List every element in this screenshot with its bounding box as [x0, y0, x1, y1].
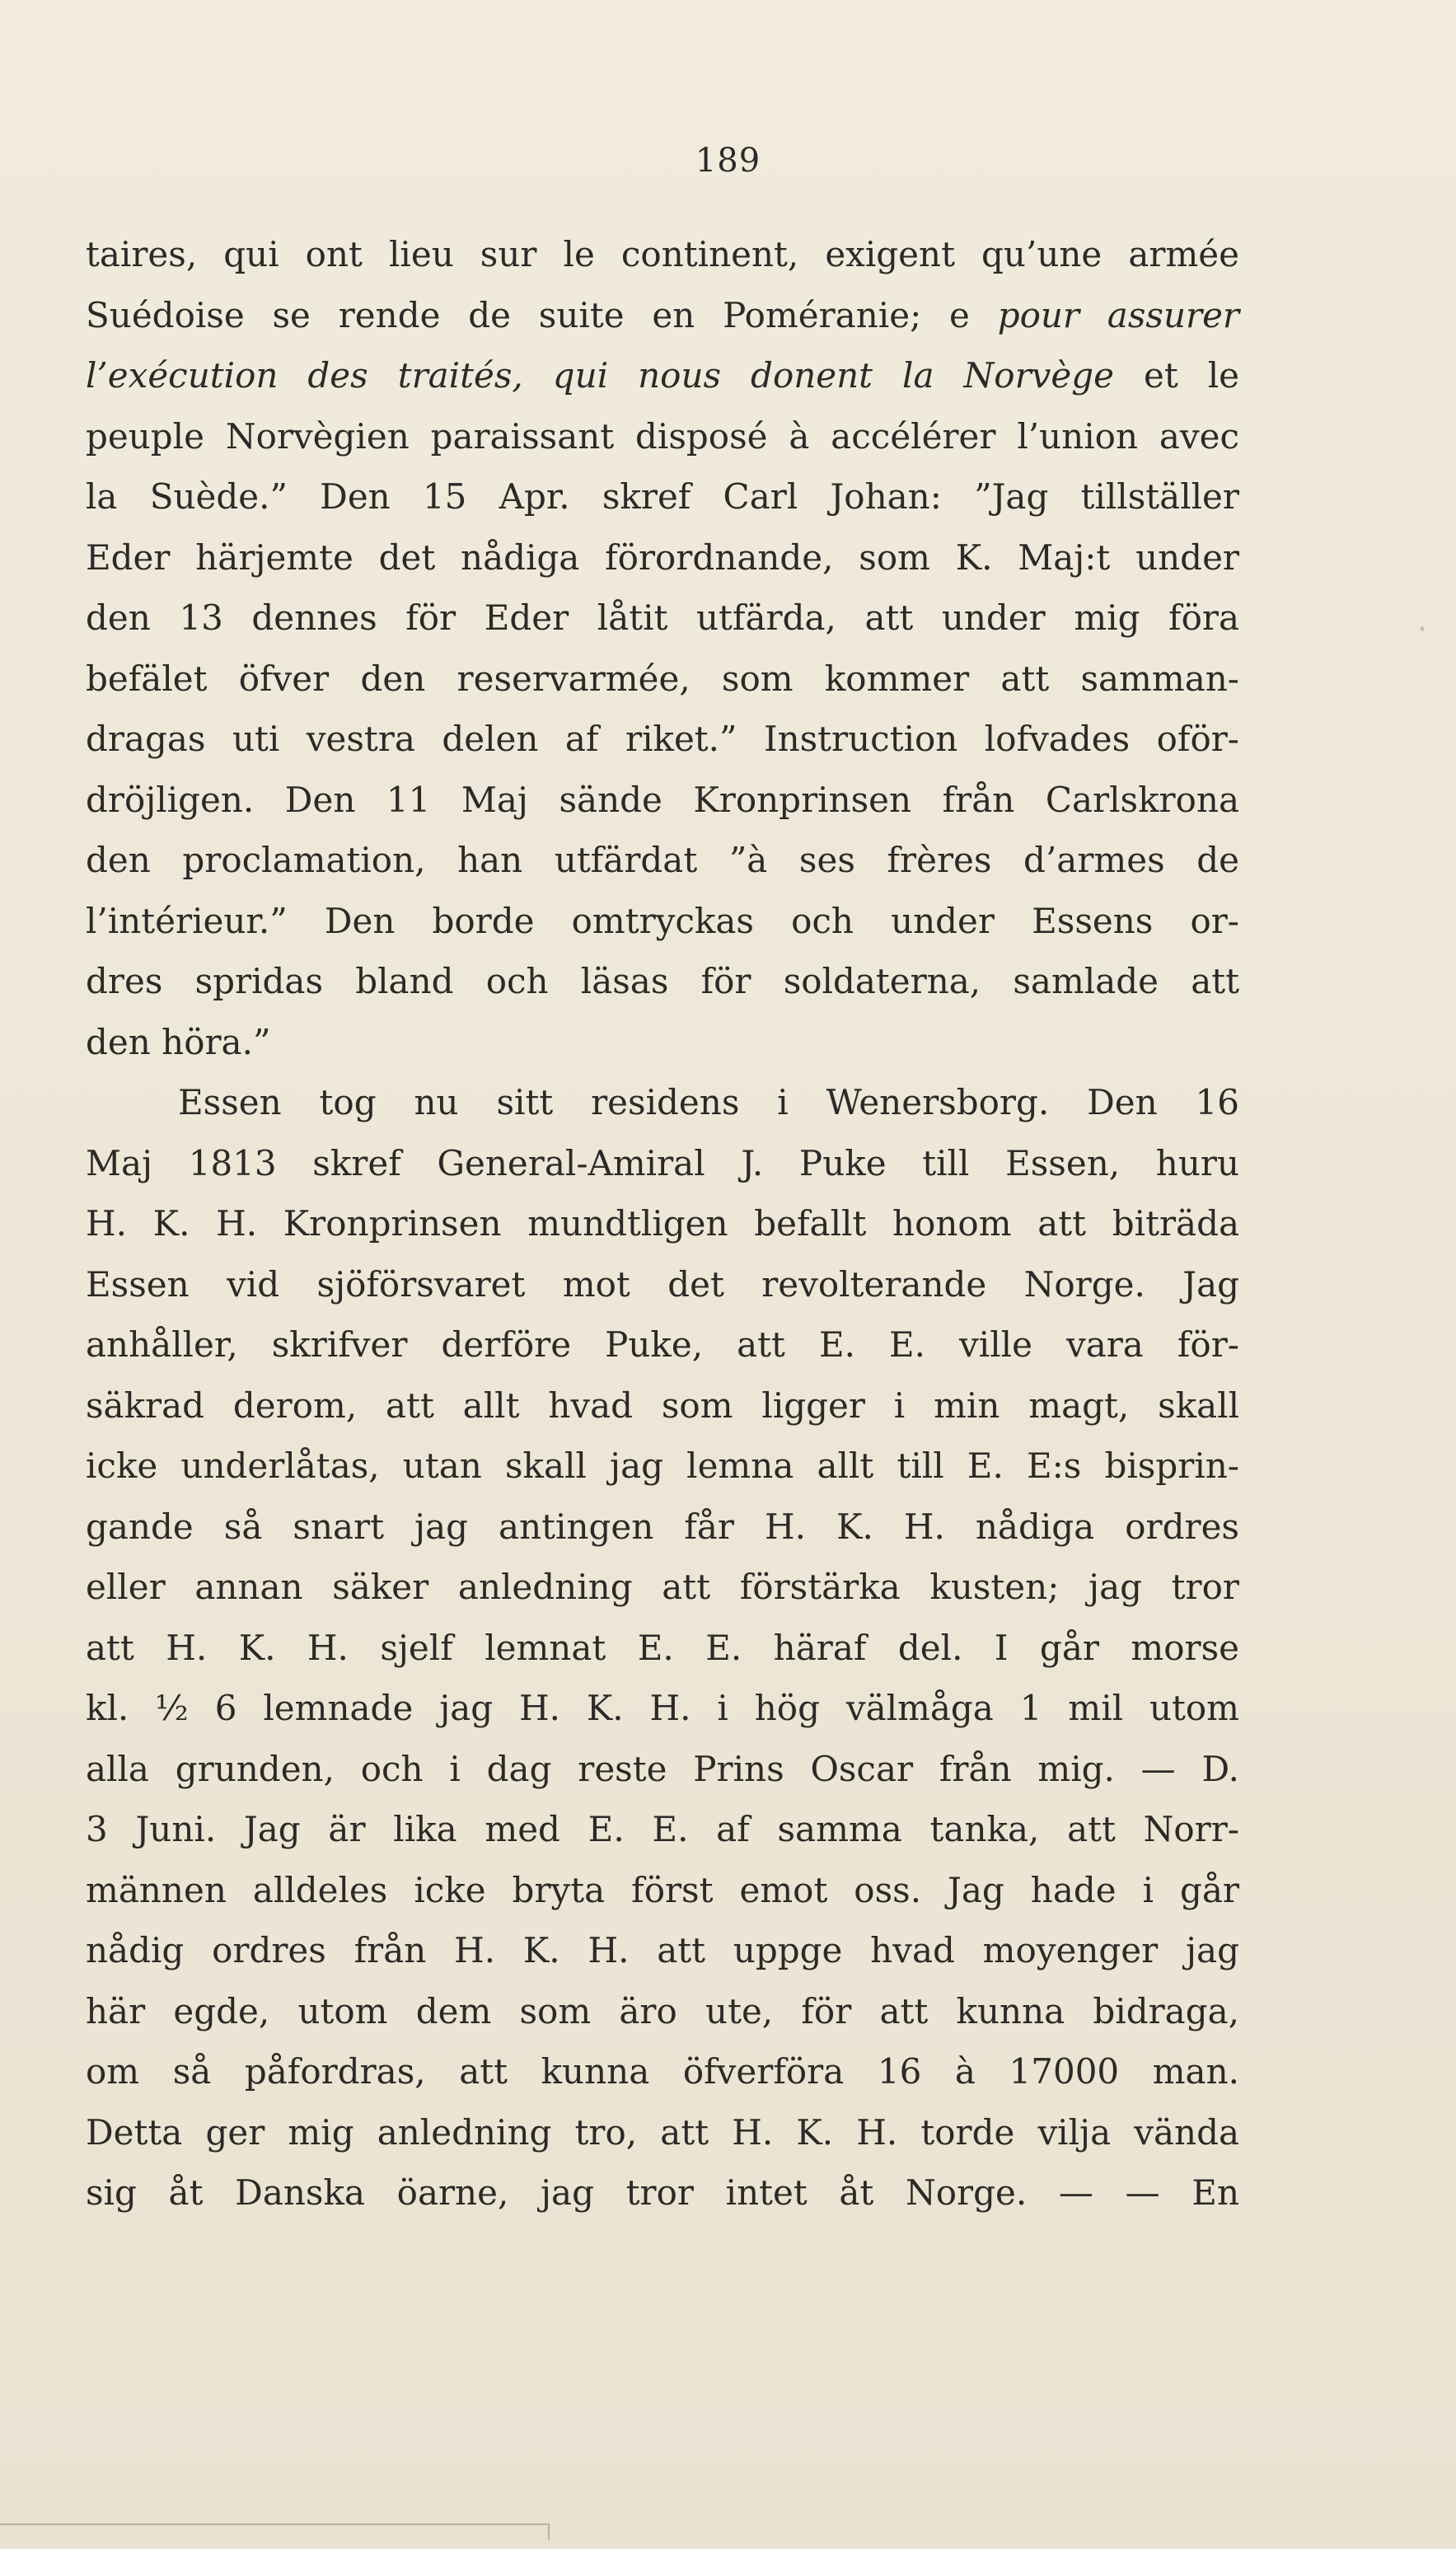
text-line: den höra.”	[86, 1021, 271, 1062]
text-line: Detta ger mig anledning tro, att H. K. H. torde vilja vända	[86, 2111, 1239, 2153]
text-line: om så påfordras, att kunna öfverföra 16 à 17000 man.	[86, 2051, 1239, 2092]
text-line: dragas uti vestra delen af riket.” Instruction lofvades oför-	[86, 719, 1239, 759]
text-line: 3 Juni. Jag är lika med E. E. af samma tanka, att Norr-	[86, 1809, 1239, 1849]
text-line: gande så snart jag antingen får H. K. H. nådiga ordres	[86, 1506, 1239, 1547]
text-line: säkrad derom, att allt hvad som ligger i min magt, skall	[86, 1385, 1239, 1426]
text-line: peuple Norvègien paraissant disposé à accélérer l’union avec	[86, 415, 1239, 457]
page-number: 189	[695, 142, 761, 180]
text-line: icke underlåtas, utan skall jag lemna allt till E. E:s bisprin-	[86, 1446, 1239, 1486]
text-line: dröjligen. Den 11 Maj sände Kronprinsen från Carlskrona	[86, 779, 1239, 820]
text-line: den 13 dennes för Eder låtit utfärda, att under mig föra	[86, 597, 1239, 638]
paper-speck	[1421, 626, 1424, 631]
text-line: anhåller, skrifver derföre Puke, att E. E. ville vara för-	[86, 1324, 1239, 1365]
text-line: männen alldeles icke bryta först emot oss. Jag hade i går	[86, 1869, 1239, 1910]
text-line: nådig ordres från H. K. H. att uppge hvad moyenger jag	[86, 1930, 1239, 1970]
bottom-edge-rule	[0, 2523, 548, 2525]
text-line: dres spridas bland och läsas för soldaterna, samlade att	[86, 961, 1239, 1001]
text-line: den proclamation, han utfärdat ”à ses frères d’armes de	[86, 840, 1239, 880]
body-text	[86, 224, 1239, 2223]
text-line: eller annan säker anledning att förstärka kusten; jag tror	[86, 1567, 1239, 1607]
text-line	[86, 345, 1239, 406]
text-line: alla grunden, och i dag reste Prins Oscar från mig. — D.	[86, 1748, 1239, 1789]
text-line: la Suède.” Den 15 Apr. skref Carl Johan: ”Jag tillställer	[86, 476, 1239, 517]
italic-text: l’exécution des traités, qui nous donent la Norvège	[86, 355, 1114, 396]
italic-text: pour assurer	[997, 294, 1240, 335]
text-line: befälet öfver den reservarmée, som kommer att samman-	[86, 658, 1239, 699]
text-line: att H. K. H. sjelf lemnat E. E. häraf del. I går morse	[86, 1627, 1239, 1668]
text-line: kl. ½ 6 lemnade jag H. K. H. i hög välmåga 1 mil utom	[86, 1688, 1239, 1728]
text-line: Maj 1813 skref General-Amiral J. Puke till Essen, huru	[86, 1142, 1239, 1183]
text-line: Eder härjemte det nådiga förordnande, som K. Maj:t under	[86, 537, 1239, 578]
text-line	[86, 285, 1239, 346]
text-run: Suédoise se rende de suite en Poméranie; e	[86, 294, 998, 335]
text-line: Essen vid sjöförsvaret mot det revolterande Norge. Jag	[86, 1263, 1239, 1305]
text-line: här egde, utom dem som äro ute, för att kunna bidraga,	[86, 1990, 1239, 2031]
text-run: et le	[1113, 355, 1240, 396]
text-line: sig åt Danska öarne, jag tror intet åt Norge. — — En	[86, 2172, 1239, 2213]
bottom-edge-rule-end	[548, 2523, 550, 2540]
text-line: H. K. H. Kronprinsen mundtligen befallt honom att biträda	[86, 1203, 1239, 1244]
text-line: taires, qui ont lieu sur le continent, exigent qu’une armée	[86, 234, 1239, 274]
text-line: l’intérieur.” Den borde omtryckas och under Essens or-	[86, 900, 1239, 941]
paragraph-first-line: Essen tog nu sitt residens i Wenersborg. Den 16	[178, 1082, 1239, 1122]
